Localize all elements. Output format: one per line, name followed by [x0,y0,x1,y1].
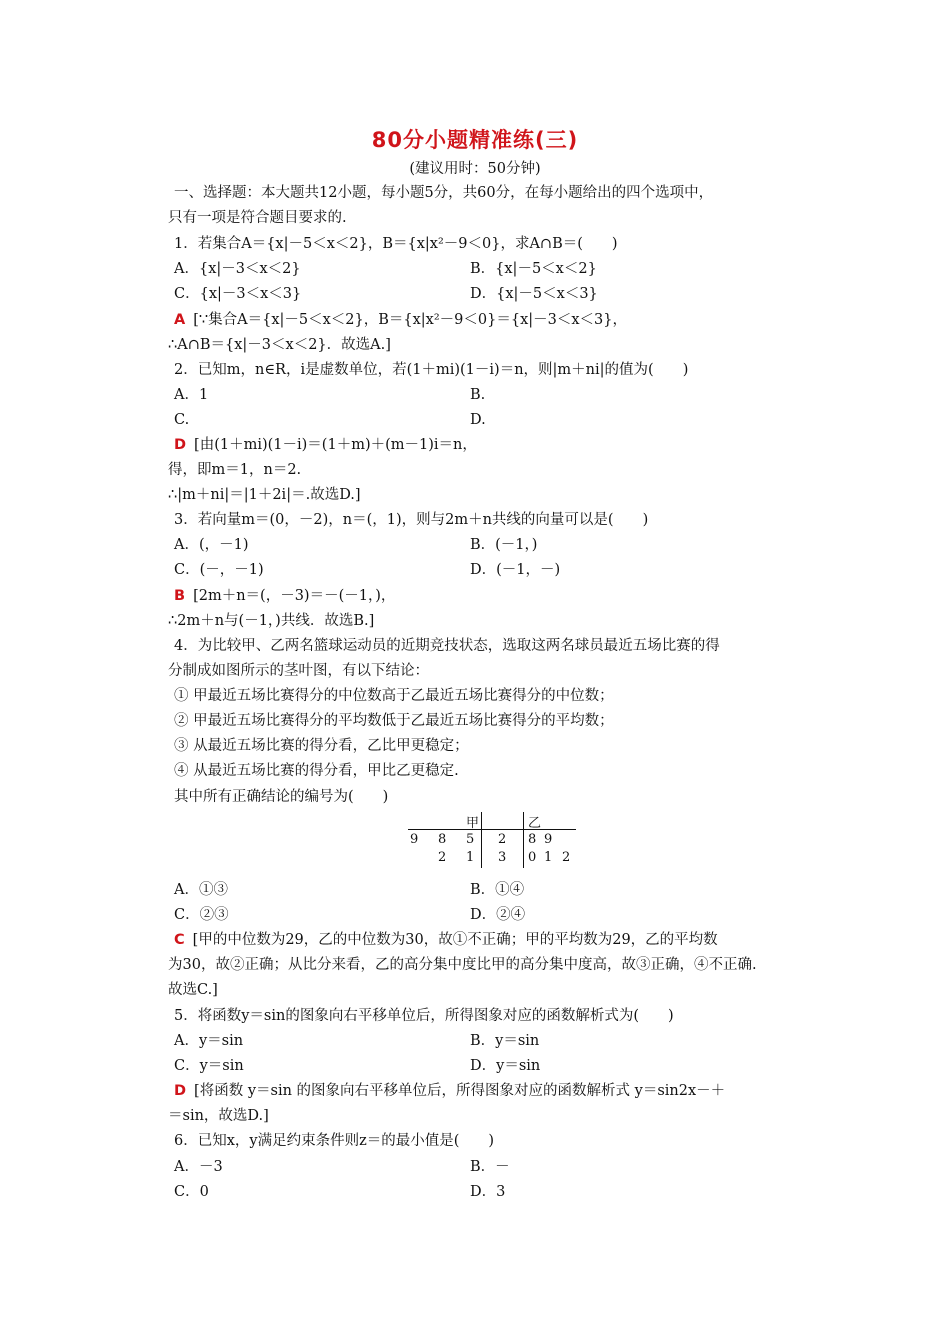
leaf-right: 8 [528,832,537,847]
intro-line: 一、选择题：本大题共12小题，每小题5分，共60分，在每小题给出的四个选项中， [174,185,714,201]
question-stem: 分制成如图所示的茎叶图，有以下结论： [168,663,429,679]
answer-explanation [174,310,627,330]
explanation-text: ∴2m＋n与(－1，)共线．故选B.] [168,613,375,629]
option-b: B．－ [470,1159,510,1175]
leaf-left: 2 [438,850,447,865]
option-c: C．0 [174,1184,209,1200]
explanation-text: ∴A∩B＝{x|－3＜x＜2}．故选A.] [168,337,391,353]
leaf-left: 8 [438,832,447,847]
option-c: C．②③ [174,907,229,923]
option-d: D．{x|－5＜x＜3} [470,286,598,302]
option-d: D. [470,412,486,428]
leaf-left: 9 [410,832,419,847]
option-c: C．(－，－1) [174,562,264,578]
question-stem: 4．为比较甲、乙两名篮球运动员的近期竞技状态，选取这两名球员最近五场比赛的得 [174,638,720,654]
option-b: B．(－1，) [470,537,538,553]
explanation-text: [甲的中位数为29，乙的中位数为30，故①不正确；甲的平均数为29，乙的平均数 [192,932,718,948]
option-b: B．①④ [470,882,525,898]
conclusion-item: ② 甲最近五场比赛得分的平均数低于乙最近五场比赛得分的平均数； [174,713,614,729]
page-title: 80分小题精准练(三) [371,128,579,152]
option-a: A．①③ [174,882,228,898]
question-stem: 1．若集合A＝{x|－5＜x＜2}，B＝{x|x²－9＜0}，求A∩B＝( ) [174,236,618,252]
explanation-text: 故选C.] [168,982,218,998]
answer-explanation [174,586,395,606]
option-b: B. [470,387,486,403]
option-d: D．y＝sin [470,1058,541,1074]
explanation-text: [∵集合A＝{x|－5＜x＜2}，B＝{x|x²－9＜0}＝{x|－3＜x＜3}， [193,312,627,328]
answer-letter: A [174,312,186,328]
option-b: B．{x|－5＜x＜2} [470,261,597,277]
option-c: C．{x|－3＜x＜3} [174,286,302,302]
stem-value: 2 [498,832,507,847]
question-stem: 2．已知m，n∈R，i是虚数单位，若(1＋mi)(1－i)＝n，则|m＋ni|的值为( ) [174,362,689,378]
stem-value: 3 [498,850,507,865]
page-subtitle: (建议用时：50分钟) [409,161,541,177]
option-a: A．－3 [174,1159,223,1175]
option-d: D．(－1，－) [470,562,561,578]
option-a: A．1 [174,387,209,403]
option-c: C. [174,412,190,428]
answer-letter: D [174,437,187,453]
leaf-left: 5 [466,832,475,847]
question-stem: 3．若向量m＝(0，－2)，n＝(，1)，则与2m＋n共线的向量可以是( ) [174,512,649,528]
option-b: B．y＝sin [470,1033,540,1049]
explanation-text: ∴|m＋ni|＝|1＋2i|＝.故选D.] [168,487,361,503]
explanation-text: [2m＋n＝(，－3)＝－(－1，)， [193,588,396,604]
option-a: A．{x|－3＜x＜2} [174,261,301,277]
question-stem: 5．将函数y＝sin的图象向右平移单位后，所得图象对应的函数解析式为( ) [174,1008,674,1024]
conclusion-item: ④ 从最近五场比赛的得分看，甲比乙更稳定. [174,763,459,779]
intro-line: 只有一项是符合题目要求的. [168,210,347,226]
answer-letter: C [174,932,185,948]
leaf-right: 0 [528,850,537,865]
answer-explanation [174,1081,725,1101]
option-a: A．(，－1) [174,537,249,553]
answer-explanation [174,930,718,950]
leaf-right: 2 [562,850,571,865]
explanation-text: [将函数 y＝sin 的图象向右平移单位后，所得图象对应的函数解析式 y＝sin2x－＋ [194,1083,726,1099]
explanation-text: 得，即m＝1，n＝2. [168,462,302,478]
plot-divider [523,812,524,868]
question-ask: 其中所有正确结论的编号为( ) [174,789,389,805]
option-a: A．y＝sin [174,1033,244,1049]
option-d: D．②④ [470,907,526,923]
plot-divider [408,829,576,830]
option-c: C．y＝sin [174,1058,244,1074]
explanation-text: ＝sin，故选D.] [168,1108,269,1124]
answer-letter: D [174,1083,187,1099]
answer-explanation [174,435,477,455]
leaf-right: 9 [544,832,553,847]
conclusion-item: ③ 从最近五场比赛的得分看，乙比甲更稳定； [174,738,469,754]
leaf-left: 1 [466,850,475,865]
answer-letter: B [174,588,186,604]
conclusion-item: ① 甲最近五场比赛得分的中位数高于乙最近五场比赛得分的中位数； [174,688,614,704]
option-d: D．3 [470,1184,506,1200]
explanation-text: [由(1＋mi)(1－i)＝(1＋m)＋(m－1)i＝n， [194,437,477,453]
question-stem: 6．已知x，y满足约束条件则z＝的最小值是( ) [174,1133,495,1149]
stem-leaf-plot [408,812,578,868]
plot-divider [481,812,482,868]
explanation-text: 为30，故②正确；从比分来看，乙的高分集中度比甲的高分集中度高，故③正确，④不正确. [168,957,757,973]
label-yi: 乙 [528,816,542,831]
leaf-right: 1 [544,850,553,865]
label-jia: 甲 [466,816,480,831]
